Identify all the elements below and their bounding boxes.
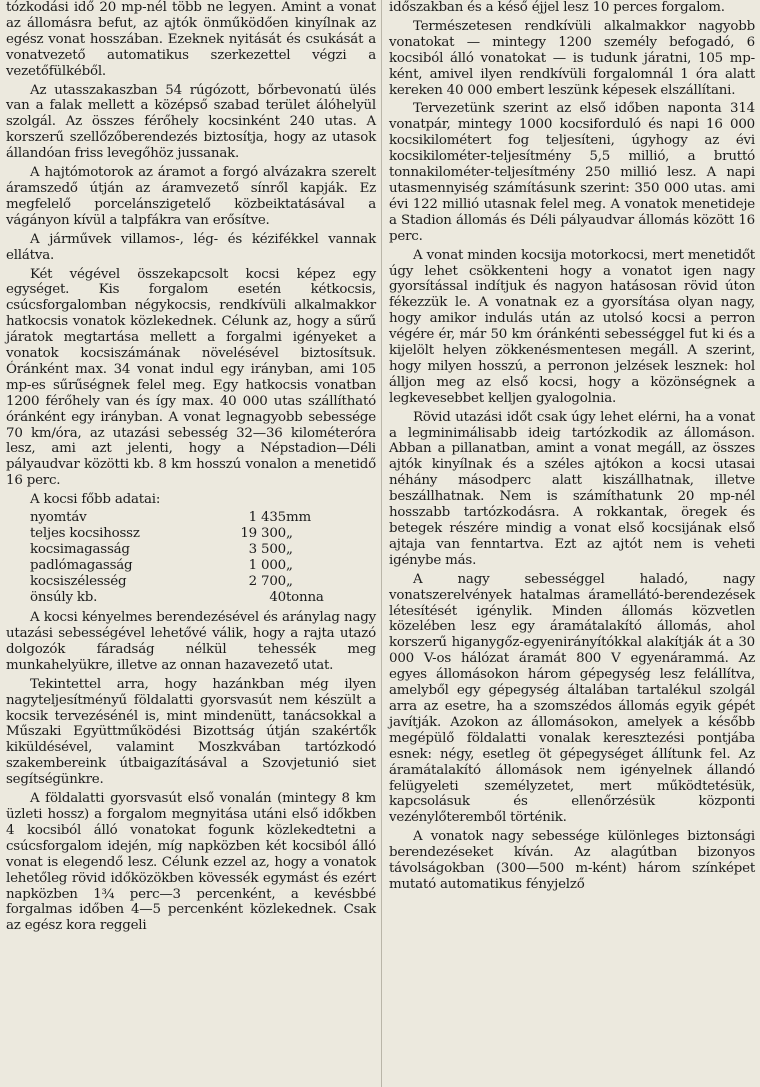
spec-name: önsúly kb. — [30, 590, 98, 606]
spec-value: 2 700 — [248, 574, 286, 590]
spec-unit: „ — [286, 526, 293, 542]
spec-row — [30, 526, 324, 542]
paragraph: Tekintettel arra, hogy hazánkban még ilyen nagyteljesítményű földalatti gyorsvasút nem készült a kocsik tervezésénél is, mint mindenütt, tanácsokkal a Műszaki Együttműködési Bizottság útján szakértők kiküldésével, valamint Moszkvában tartózkodó szakembereink útbaigazításával a Szovjetunió siet segítségünkre. — [6, 676, 376, 788]
paragraph: A nagy sebességgel haladó, nagy vonatszerelvények hatalmas áramellátó-berendezések létesítését igénylik. Minden állomás közvetlen közelében lesz egy áramátalakító állomás, ahol korszerű higanygőz-egyenirányítókkal alakítják át a 30 000 V-os hálózat áramát 800 V egyenárammá. Az egyes állomásokon három gépegység lesz felállítva, amelyből egy gépegység általában tartalékul szolgál arra az esetre, ha a szomszédos állomás egyik gépét javítják. Azokon az állomásokon, amelyek a később megépülő földalatti vonalak keresztezési pontjába esnek: négy, esetleg öt gépegységet állítunk fel. Az áramátalakító állomások nem igényelnek állandó felügyeleti személyzetet, mert működtetésük, kapcsolásuk és ellenőrzésük központi vezénylőteremből történik. — [389, 571, 755, 826]
spec-unit: „ — [286, 558, 293, 574]
spec-unit: „ — [286, 574, 293, 590]
paragraph: A járművek villamos-, lég- és kézifékkel vannak ellátva. — [6, 231, 376, 263]
spec-row — [30, 558, 324, 574]
spec-row — [30, 590, 324, 606]
spec-value: 19 300 — [240, 526, 286, 542]
spec-name: kocsiszélesség — [30, 574, 127, 590]
paragraph: A kocsi kényelmes berendezésével és aránylag nagy utazási sebességével lehetővé válik, hogy a rajta utazó dolgozók fáradság nélkül tehessék meg munkahelyükre, illetve az onnan hazavezető utat. — [6, 610, 376, 673]
spec-name: nyomtáv — [30, 510, 87, 526]
paragraph: időszakban és a késő éjjel lesz 10 perces forgalom. — [389, 0, 725, 15]
paragraph: A földalatti gyorsvasút első vonalán (mintegy 8 km üzleti hossz) a forgalom megnyitása utáni első időkben 4 kocsiból álló vonatokat fogunk közlekedtetni a csúcsforgalom idején, míg napközben két kocsiból álló vonat is elegendő lesz. Célunk ezzel az, hogy a vonatok lehetőleg rövid időközökben kövessék egymást és ezért napközben 1¾ perc—3 percenként, a kevésbbé forgalmas időben 4—5 percenként közlekednek. Csak az egész kora reggeli — [6, 791, 376, 934]
spec-name: teljes kocsihossz — [30, 526, 140, 542]
spec-name: kocsimagasság — [30, 542, 130, 558]
spec-value: 40 — [269, 590, 286, 606]
spec-unit: tonna — [286, 590, 324, 606]
specs-table — [30, 510, 324, 606]
specs-heading: A kocsi főbb adatai: — [30, 492, 161, 508]
paragraph: Az utasszakaszban 54 rúgózott, bőrbevonatú ülés van a falak mellett a középső szabad terület álóhelyül szolgál. Az összes férőhely kocsinként 240 utas. A korszerű szellőzőberendezés biztosítja, hogy az utasok állandóan friss levegőhöz jussanak. — [6, 82, 376, 162]
spec-row — [30, 542, 324, 558]
paragraph: Természetesen rendkívüli alkalmakkor nagyobb vonatokat — mintegy 1200 személy befogadó, 6 kocsiból álló vonatokat — is tudunk járatni, 105 mp-ként, amivel ilyen rendkívüli forgalomnál 1 óra alatt kereken 40 000 embert leszünk képesek elszállítani. — [389, 18, 755, 98]
paragraph: tózkodási idő 20 mp-nél több ne legyen. Amint a vonat az állomásra befut, az ajtók önműködően kinyílnak az egész vonat hosszában. Ezeknek nyitását és csukását a vonatvezető automatikus szerkezettel végzi a vezetőfülkéből. — [6, 0, 376, 79]
spec-value: 1 435 — [248, 510, 286, 526]
paragraph: A vonatok nagy sebessége különleges biztonsági berendezéseket kíván. Az alagútban bizonyos távolságokban (300—500 m-ként) három színképet mutató automatikus fényjelző — [389, 829, 755, 892]
spec-value: 1 000 — [248, 558, 286, 574]
paragraph: Rövid utazási időt csak úgy lehet elérni, ha a vonat a legminimálisabb ideig tartózkodik az állomáson. Abban a pillanatban, amint a vonat megáll, az összes ajtók kinyílnak és a széles ajtókon a kocsi utasai néhány másodperc alatt kiszállhatnak, illetve beszállhatnak. Nem is számíthatunk 20 mp-nél hosszabb tartózkodásra. A rokkantak, öregek és betegek részére mindig a vonat első kocsijának első ajtaja van fenntartva. Ezt az ajtót nem is veheti igénybe más. — [389, 409, 755, 568]
spec-value: 3 500 — [248, 542, 286, 558]
spec-name: padlómagasság — [30, 558, 133, 574]
right-column — [389, 0, 755, 896]
column-divider — [381, 0, 382, 1087]
left-column — [6, 0, 376, 937]
spec-unit: „ — [286, 542, 293, 558]
paragraph: A hajtómotorok az áramot a forgó alvázakra szerelt áramszedő útján az áramvezető sínről kapják. Ez megfelelő porcelánszigetelő közbeiktatásával a vágányon kívül a talpfákra van erősítve. — [6, 165, 376, 228]
paragraph: Tervezetünk szerint az első időben naponta 314 vonatpár, mintegy 1000 kocsiforduló és napi 16 000 kocsikilométert fog teljesíteni, úgyhogy az évi kocsikilométer-teljesítmény 5,5 millió, a bruttó tonnakilométer-teljesítmény 250 millió lesz. A napi utasmennyiség számításunk szerint: 350 000 utas. ami évi 122 millió utasnak felel meg. A vonatok menetideje a Stadion állomás és Déli pályaudvar állomás között 16 perc. — [389, 101, 755, 244]
spec-row — [30, 510, 324, 526]
spec-unit: mm — [286, 510, 311, 526]
paragraph: Két végével összekapcsolt kocsi képez egy egységet. Kis forgalom esetén kétkocsis, csúcsforgalomban négykocsis, rendkívüli alkalmakkor hatkocsis vonatok közlekednek. Célunk az, hogy a sűrű járatok megtartása mellett a forgalmi igényeket a vonatok kocsiszámának növelésével biztosítsuk. Óránként max. 34 vonat indul egy irányban, ami 105 mp-es sűrűségnek felel meg. Egy hatkocsis vonatban 1200 férőhely van és így max. 40 000 utas szállítható óránként egy irányban. A vonat legnagyobb sebessége 70 km/óra, az utazási sebesség 32—36 kilométeróra lesz, ami azt jelenti, hogy a Népstadion—Déli pályaudvar közötti kb. 8 km hosszú vonalon a menetidő 16 perc. — [6, 266, 376, 489]
spec-row — [30, 574, 324, 590]
paragraph: A vonat minden kocsija motorkocsi, mert menetidőt úgy lehet csökkenteni hogy a vonatot igen nagy gyorsítással indítjuk és nagyon hatásosan rövid úton fékezzük le. A vonatnak ez a gyorsítása olyan nagy, hogy amikor indulás után az utolsó kocsi a perron végére ér, már 50 km óránkénti sebességgel fut ki és a kijelölt helyen zökkenésmentesen megáll. A szerint, hogy milyen hosszú, a perronon jelzések lesznek: hol álljon meg az első kocsi, hogy a közönségnek a legkevesebbet kelljen gyalogolnia. — [389, 247, 755, 406]
